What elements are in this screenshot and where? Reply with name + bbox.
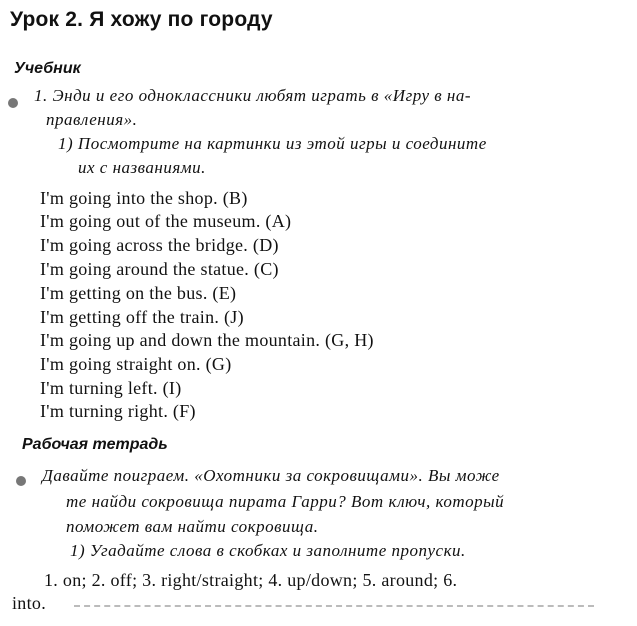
- workbook-heading: Рабочая тетрадь: [22, 436, 168, 453]
- workbook-task-line: поможет вам найти сокровища.: [66, 517, 319, 536]
- answer-line: I'm going straight on. (G): [40, 354, 232, 374]
- answer-line: I'm going into the shop. (B): [40, 188, 248, 208]
- task-bullet-icon: [8, 98, 18, 108]
- answer-line: I'm turning left. (I): [40, 378, 182, 398]
- task-bullet-icon: [16, 476, 26, 486]
- workbook-answer-line: into.: [12, 593, 47, 613]
- answer-line: I'm turning right. (F): [40, 401, 196, 421]
- answer-line: I'm going out of the museum. (A): [40, 211, 292, 231]
- task1-line: их с названиями.: [78, 158, 206, 177]
- answer-line: I'm getting on the bus. (E): [40, 283, 237, 303]
- answer-line: I'm going across the bridge. (D): [40, 235, 279, 255]
- workbook-task-line: Давайте поиграем. «Охотники за сокровищами». Вы може: [42, 466, 500, 485]
- answer-line: I'm going around the statue. (C): [40, 259, 279, 279]
- task1-line: правления».: [46, 110, 138, 129]
- workbook-task-line: 1) Угадайте слова в скобках и заполните пропуски.: [70, 541, 466, 560]
- page-title: Урок 2. Я хожу по городу: [10, 8, 273, 31]
- workbook-task-line: те найди сокровища пирата Гарри? Вот ключ, который: [66, 492, 505, 511]
- answer-line: I'm getting off the train. (J): [40, 307, 244, 327]
- answer-line: I'm going up and down the mountain. (G, H): [40, 330, 374, 350]
- faded-dashed-line: [74, 605, 594, 607]
- task1-line: 1) Посмотрите на картинки из этой игры и соедините: [58, 134, 487, 153]
- task1-line: 1. Энди и его одноклассники любят играть в «Игру в на-: [34, 86, 472, 105]
- textbook-heading: Учебник: [14, 60, 81, 77]
- workbook-answer-line: 1. on; 2. off; 3. right/straight; 4. up/down; 5. around; 6.: [44, 570, 458, 590]
